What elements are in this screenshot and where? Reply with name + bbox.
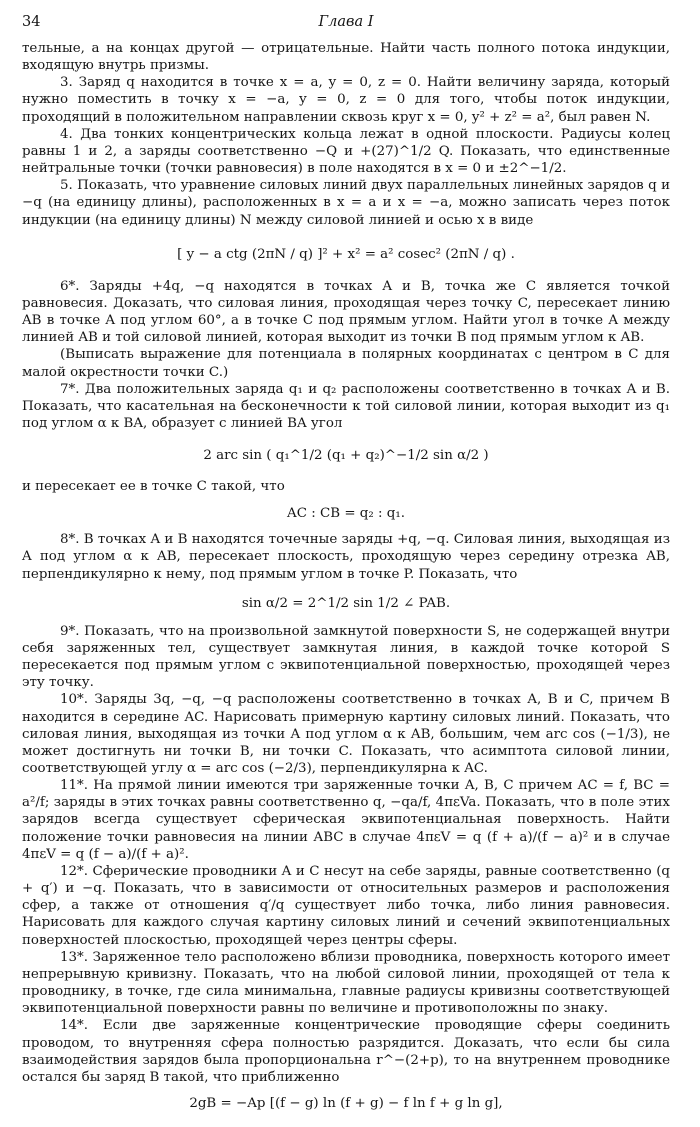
problem-5: 5. Показать, что уравнение силовых линий двух параллельных линейных зарядов q и −q (на единицу длины), расположенных в x = a и x = −a, можно записать через поток индукции (на единицу длины) N между силовой линией и осью x в виде <box>22 178 670 228</box>
problem-3: 3. Заряд q находится в точке x = a, y = 0, z = 0. Найти величину заряда, который нужно поместить в точку x = −a, y = 0, z = 0 для того, чтобы поток индукции, проходящий в положительном направлении сквозь круг x = 0, y² + z² = a², был равен N. <box>22 75 670 125</box>
paragraph-continued: тельные, а на концах другой — отрицательные. Найти часть полного потока индукции, входящую внутрь призмы. <box>22 41 670 74</box>
problem-9: 9*. Показать, что на произвольной замкнутой поверхности S, не содержащей внутри себя заряженных тел, существует замкнутая линия, в каждой точке которой S пересекается под прямым углом с эквипотенциальной поверхностью, проходящей через эту точку. <box>22 623 670 691</box>
problem-14: 14*. Если две заряженные концентрические проводящие сферы соединить проводом, то внутренняя сфера полностью разрядится. Доказать, что если бы сила взаимодействия зарядов была пропорциональна r^−(2+p), то на внутреннем проводнике остался бы заряд B такой, что приближенно <box>22 1018 670 1085</box>
page-number: 34 <box>22 14 41 30</box>
book-page <box>22 14 670 1119</box>
problem-7: 7*. Два положительных заряда q₁ и q₂ расположены соответственно в точках A и B. Показать, что касательная на бесконечности к той силовой линии, которая выходит из q₁ под углом α к BA, образует с линией BA угол <box>22 381 670 431</box>
equation-8: sin α/2 = 2^1/2 sin 1/2 ∠ PAB. <box>241 595 451 611</box>
chapter-title: Глава I <box>318 14 374 30</box>
page-header <box>22 14 670 40</box>
problem-12: 12*. Сферические проводники A и C несут на себе заряды, равные соответственно (q + q′) и −q. Показать, что в зависимости от относительных размеров и расположения сфер, а также от отношения q′/q существует либо точка, либо линия равновесия. Нарисовать для каждого случая картину силовых линий и сечений эквипотенциальных поверхностей плоскостью, проходящей через центры сферы. <box>22 863 670 948</box>
problem-8: 8*. В точках A и B находятся точечные заряды +q, −q. Силовая линия, выходящая из A под углом α к AB, пересекает плоскость, проходящую через середину отрезка AB, перпендикулярно к нему, под прямым углом в точке P. Показать, что <box>22 532 670 582</box>
problem-13: 13*. Заряженное тело расположено вблизи проводника, поверхность которого имеет непрерывную кривизну. Показать, что на любой силовой линии, проходящей от тела к проводнику, в точке, где сила минимальна, главные радиусы кривизны соответствующей эквипотенциальной поверхности равны по величине и противоположны по знаку. <box>22 949 670 1017</box>
equation-7b: AC : CB = q₂ : q₁. <box>287 506 405 522</box>
problem-6-hint: (Выписать выражение для потенциала в полярных координатах с центром в C для малой окрестности точки C.) <box>22 347 670 380</box>
problem-4: 4. Два тонких концентрических кольца лежат в одной плоскости. Радиусы колец равны 1 и 2, а заряды соответственно −Q и +(27)^1/2 Q. Показать, что единственные нейтральные точки (точки равновесия) в поле находятся в x = 0 и ±2^−1/2. <box>22 126 670 177</box>
problem-11: 11*. На прямой линии имеются три заряженные точки A, B, C причем AC = f, BC = a²/f; заряды в этих точках равны соответственно q, −qa/f, 4πεVa. Показать, что в поле этих зарядов всегда существует сферическая эквипотенциальная поверхность. Найти положение точки равновесия на линии ABC в случае 4πεV = q (f + a)/(f − a)² и в случае 4πεV = q (f − a)/(f + a)². <box>22 778 670 862</box>
equation-14: 2gB = −Ap [(f − g) ln (f + g) − f ln f + g ln g], <box>189 1095 503 1111</box>
problem-7-continued: и пересекает ее в точке C такой, что <box>22 479 285 495</box>
problem-6: 6*. Заряды +4q, −q находятся в точках A и B, точка же C является точкой равновесия. Доказать, что силовая линия, проходящая через точку C, пересекает линию AB в точке A под углом 60°, а в точке C под прямым углом. Найти угол в точке A между линией AB и той силовой линией, которая выходит из точки B под прямым углом к AB. <box>22 278 670 346</box>
equation-7a: 2 arc sin ( q₁^1/2 (q₁ + q₂)^−1/2 sin α/2 ) <box>203 448 489 464</box>
problem-10: 10*. Заряды 3q, −q, −q расположены соответственно в точках A, B и C, причем B находится в середине AC. Нарисовать примерную картину силовых линий. Показать, что силовая линия, выходящая из точки A под углом α к AB, большим, чем arc cos (−1/3), не может достигнуть ни точки B, ни точки C. Показать, что асимптота силовой линии, соответствующей углу α = arc cos (−2/3), перпендикулярна к AC. <box>22 692 670 776</box>
equation-5: [ y − a ctg (2πN / q) ]² + x² = a² cosec² (2πN / q) . <box>177 246 515 262</box>
